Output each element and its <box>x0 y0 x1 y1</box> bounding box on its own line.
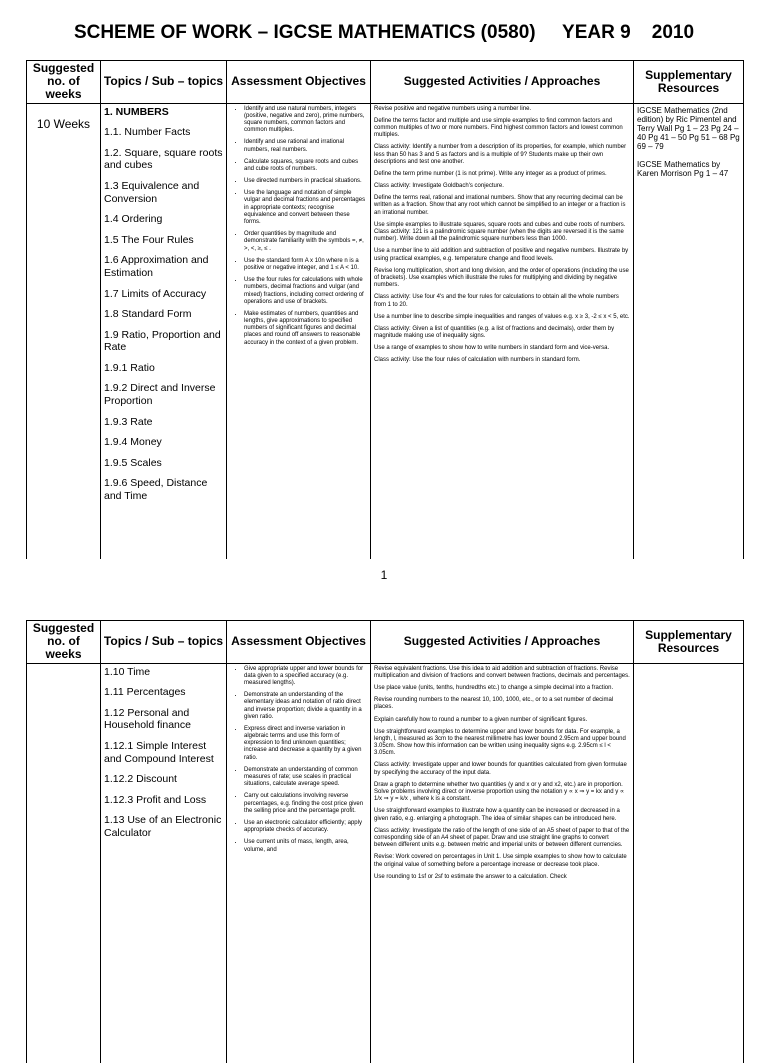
header-objectives: Assessment Objectives <box>227 61 371 104</box>
activity-item: Class activity: Investigate the ratio of the length of one side of an A5 sheet of paper to that of the corresponding side of an A4 sheet of paper. Draw and use straight line graphs to convert between different units e.g. between metric and imperial units or between different currencies. <box>374 827 630 849</box>
year-number: 2010 <box>651 22 695 43</box>
header-weeks: Suggested no. of weeks <box>27 621 101 664</box>
activity-item: Use a range of examples to show how to write numbers in standard form and vice-versa. <box>374 345 610 352</box>
scheme-table-page-1 <box>26 60 744 559</box>
objective-item: • Use the standard form A x 10n where n is a positive or negative integer, and 1 ≤ A < 10. <box>244 258 367 272</box>
activity-item: Class activity: Given a list of quantities (e.g. a list of fractions and decimals), order them by magnitude making use of inequality signs. <box>374 325 615 340</box>
activity-item: Revise positive and negative numbers using a number line. <box>374 105 532 112</box>
topic-item: 1.12.1 Simple Interest and Compound Interest <box>104 739 214 765</box>
activity-item: Use simple examples to illustrate squares, square roots and cubes and cube roots of numbers. Class activity: 121 is a palindromic square number (when the digits are reversed it is the same number). Write down all the palindromic square numbers less than 1000. <box>374 221 626 243</box>
scheme-table-page-2 <box>26 620 744 1063</box>
topic-item: 1.12.2 Discount <box>104 773 177 786</box>
header-resources: Supplementary Resources <box>634 621 744 664</box>
header-weeks: Suggested no. of weeks <box>27 61 101 104</box>
topic-item: 1.8 Standard Form <box>104 308 192 321</box>
activity-item: Explain carefully how to round a number to a given number of significant figures. <box>374 716 588 723</box>
topic-item: 1.1. Number Facts <box>104 126 191 139</box>
weeks-cell <box>27 663 101 1063</box>
activities-cell <box>371 663 634 1063</box>
objective-item: • Identify and use natural numbers, integers (positive, negative and zero), prime numbers, square numbers, common factors and common multiples. <box>244 106 367 135</box>
resources-cell <box>634 663 744 1063</box>
objective-item: • Give appropriate upper and lower bounds for data given to a specified accuracy (e.g. measured lengths). <box>244 666 367 688</box>
scheme-title: SCHEME OF WORK – IGCSE MATHEMATICS (0580) <box>73 22 536 43</box>
document-title <box>0 22 768 44</box>
header-activities: Suggested Activities / Approaches <box>371 61 634 104</box>
objective-item: • Use directed numbers in practical situations. <box>244 178 367 185</box>
activity-item: Class activity: Use four 4's and the four rules for calculations to obtain all the whole numbers from 1 to 20. <box>374 294 619 308</box>
objectives-cell <box>227 663 371 1063</box>
header-topics: Topics / Sub – topics <box>101 61 227 104</box>
activity-item: Use straightforward examples to illustrate how a quantity can be increased or decreased in a given ratio, e.g. enlarging a photograph. The idea of similar shapes can be introduced here. <box>374 808 620 822</box>
header-topics: Topics / Sub – topics <box>101 621 227 664</box>
topic-heading: 1. NUMBERS <box>104 105 169 118</box>
topic-item: 1.6 Approximation and Estimation <box>104 254 209 279</box>
activity-item: Revise long multiplication, short and long division, and the order of operations (including the use of brackets). Use examples which illustrate the rules for multiplying and dividing by negative numbers. <box>374 267 629 289</box>
topic-item: 1.9 Ratio, Proportion and Rate <box>104 328 221 354</box>
activities-cell <box>371 103 634 559</box>
weeks-cell: 10 Weeks <box>27 103 101 559</box>
activity-item: Use a number line to aid addition and subtraction of positive and negative numbers. Illustrate by using practical examples, e.g. temperature change and flood levels. <box>374 248 629 262</box>
topic-item: 1.4 Ordering <box>104 213 163 226</box>
objective-item: • Demonstrate an understanding of the elementary ideas and notation of ratio direct and inverse proportion; divide a quantity in a given ratio. <box>244 692 367 721</box>
resource-item: IGCSE Mathematics (2nd edition) by Ric Pimentel and Terry Wall Pg 1 – 23 Pg 24 – 40 Pg 41 – 50 Pg 51 – 68 Pg 69 – 79 <box>637 105 740 152</box>
activity-item: Define the terms real, rational and irrational numbers. Show that any recurring decimal can be written as a fraction. Show that any root which cannot be simplified to an integer or a fraction is an irrational number. <box>374 195 626 216</box>
activity-item: Class activity: Use the four rules of calculation with numbers in standard form. <box>374 357 581 364</box>
activity-item: Revise rounding numbers to the nearest 10, 100, 1000, etc., or to a set number of decimal places. <box>374 697 614 711</box>
activity-item: Use a number line to describe simple inequalities and ranges of values e.g. x ≥ 3, -2 ≤ x < 5, etc. <box>374 313 630 320</box>
objective-item: • Use the four rules for calculations with whole numbers, decimal fractions and vulgar (and mixed) fractions, including correct ordering of operations and use of brackets. <box>244 277 367 306</box>
resource-item: IGCSE Mathematics by Karen Morrison Pg 1 – 47 <box>637 159 729 178</box>
topic-item: 1.9.6 Speed, Distance and Time <box>104 477 208 503</box>
topics-cell <box>101 103 227 559</box>
objective-item: • Use current units of mass, length, area, volume, and <box>244 839 367 853</box>
page-number: 1 <box>380 568 388 582</box>
activity-item: Revise: Work covered on percentages in Unit 1. Use simple examples to show how to calculate the original value of something before a percentage increase or decrease took place. <box>374 854 627 868</box>
topic-item: 1.9.5 Scales <box>104 456 162 469</box>
topic-item: 1.12 Personal and Household finance <box>104 706 191 732</box>
topic-item: 1.7 Limits of Accuracy <box>104 287 207 300</box>
topic-item: 1.5 The Four Rules <box>104 233 194 246</box>
objective-item: • Express direct and inverse variation in algebraic terms and use this form of expression to find unknown quantities; increase and decrease a quantity by a given ratio. <box>244 726 367 762</box>
topic-item: 1.9.1 Ratio <box>104 361 155 374</box>
activity-item: Define the terms factor and multiple and use simple examples to find common factors and common multiples of two or more numbers. Find highest common factors and lowest common multiples. <box>374 117 623 139</box>
topic-item: 1.9.4 Money <box>104 436 162 449</box>
objective-item: • Make estimates of numbers, quantities and lengths, give approximations to specified numbers of significant figures and decimal places and round off answers to reasonable accuracy in the context of a given problem. <box>244 311 367 347</box>
resources-cell <box>634 103 744 559</box>
activity-item: Class activity: Investigate upper and lower bounds for quantities calculated from given formulae by specifying the accuracy of the input data. <box>374 762 627 776</box>
objective-item: • Use an electronic calculator efficiently; apply appropriate checks of accuracy. <box>244 820 367 834</box>
objective-item: • Calculate squares, square roots and cubes and cube roots of numbers. <box>244 159 367 173</box>
objective-item: • Identify and use rational and irrational numbers, real numbers. <box>244 139 367 153</box>
topic-item: 1.12.3 Profit and Loss <box>104 793 207 806</box>
objective-item: • Use the language and notation of simple vulgar and decimal fractions and percentages in appropriate contexts; recognise equivalence and convert between these forms. <box>244 190 367 226</box>
activity-item: Use place value (units, tenths, hundredths etc.) to change a simple decimal into a fraction. <box>374 684 614 691</box>
objectives-cell <box>227 103 371 559</box>
topic-item: 1.9.3 Rate <box>104 415 153 428</box>
topic-item: 1.2. Square, square roots and cubes <box>104 146 223 172</box>
activity-item: Revise equivalent fractions. Use this idea to aid addition and subtraction of fractions. Revise multiplication and division of fractions and convert between fractions, decimals and percentages. <box>374 665 630 679</box>
activity-item: Draw a graph to determine whether two quantities (y and x or y and x2, etc.) are in proportion. Solve problems involving direct or inverse proportion using the notation y ∝ x ⇒ y = kx and y ∝ 1/x ⇒ y = k/x , where k is a constant. <box>374 781 625 803</box>
header-objectives: Assessment Objectives <box>227 621 371 664</box>
objective-item: • Demonstrate an understanding of common measures of rate; use scales in practical situations, calculate average speed. <box>244 767 367 789</box>
objective-item: • Carry out calculations involving reverse percentages, e.g. finding the cost price given the selling price and the percentage profit. <box>244 793 367 815</box>
year-label: YEAR 9 <box>562 22 631 43</box>
topic-item: 1.9.2 Direct and Inverse Proportion <box>104 382 216 408</box>
activity-item: Use rounding to 1sf or 2sf to estimate the answer to a calculation. Check <box>374 873 567 880</box>
activity-item: Define the term prime number (1 is not prime). Write any integer as a product of primes. <box>374 170 607 177</box>
topic-item: 1.11 Percentages <box>104 686 186 699</box>
topic-item: 1.10 Time <box>104 665 151 678</box>
activity-item: Class activity: Identify a number from a description of its properties, for example, which number less than 50 has 3 and 5 as factors and is a multiple of 9? Students make up their own descriptions and test one another. <box>374 144 627 165</box>
objective-item: • Order quantities by magnitude and demonstrate familiarity with the symbols =, ≠, >, <, ≥, ≤ . <box>244 231 367 253</box>
topics-cell <box>101 663 227 1063</box>
activity-item: Use straightforward examples to determine upper and lower bounds for data. For example, a length, l, measured as 3cm to the nearest millimetre has lower bound 2.95cm and upper bound 3.05cm. Show how this information can be written using inequality signs e.g. 2.95cm ≤ l < 3.05cm. <box>374 728 626 757</box>
topic-item: 1.13 Use of an Electronic Calculator <box>104 814 222 839</box>
header-resources: Supplementary Resources <box>634 61 744 104</box>
header-activities: Suggested Activities / Approaches <box>371 621 634 664</box>
activity-item: Class activity: Investigate Goldbach's conjecture. <box>374 183 504 190</box>
topic-item: 1.3 Equivalence and Conversion <box>104 179 200 205</box>
